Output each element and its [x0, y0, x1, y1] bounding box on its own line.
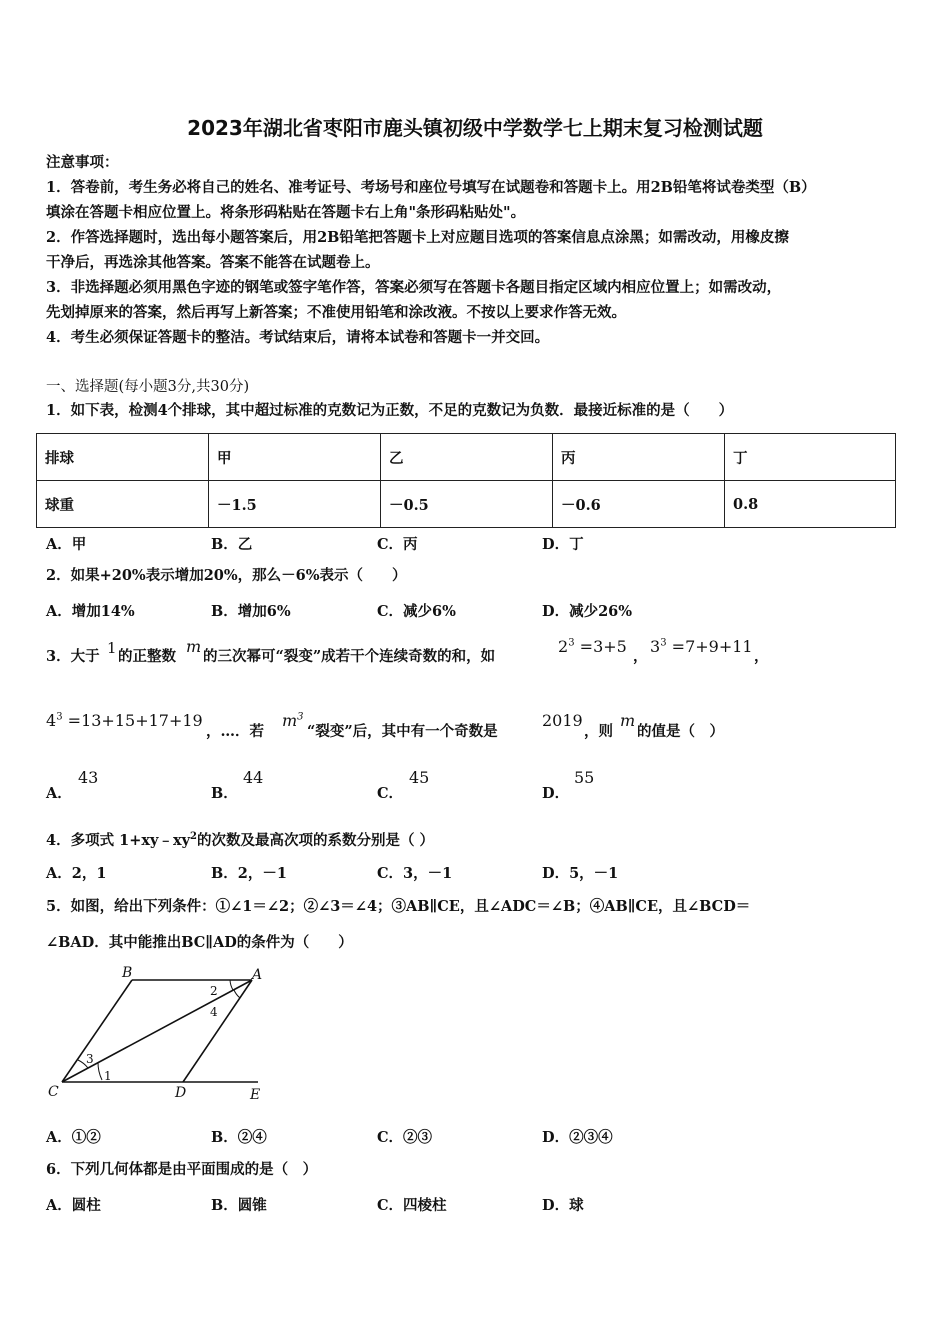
notice-line: 2．作答选择题时，选出每小题答案后，用2B铅笔把答题卡上对应题目选项的答案信息点涂黑；如需改动，用橡皮擦: [46, 229, 789, 246]
table-row: [37, 481, 896, 528]
notice-line: 先划掉原来的答案，然后再写上新答案；不准使用铅笔和涂改液。不按以上要求作答无效。: [46, 304, 626, 321]
option-a: A．圆柱: [46, 1197, 101, 1214]
option-b: B．乙: [211, 536, 253, 553]
question-5-stem: ∠BAD．其中能推出BC∥AD的条件为（ ）: [46, 934, 353, 951]
math-one: 1: [107, 639, 117, 657]
option-a-label: A．: [46, 785, 72, 802]
question-3-text: 的正整数: [118, 648, 176, 665]
angle-label-3: 3: [86, 1052, 94, 1066]
option-d: D．球: [542, 1197, 584, 1214]
question-3-text: 3．大于: [46, 648, 100, 665]
math-base: 4: [46, 711, 57, 730]
notice-line: 干净后，再选涂其他答案。答案不能答在试题卷上。: [46, 254, 380, 271]
label-a: A: [252, 967, 263, 983]
math-rest: =13+15+17+19: [67, 711, 203, 730]
math-exponent: 3: [660, 637, 667, 649]
q4-stem-a: 4．多项式 1+xy﹣xy: [46, 831, 191, 849]
page-title: 2023年湖北省枣阳市鹿头镇初级中学数学七上期末复习检测试题: [187, 116, 763, 140]
math-equation: [650, 637, 753, 656]
question-3-text: 的三次幂可“裂变”成若干个连续奇数的和，如: [203, 648, 496, 665]
table-header-row: [37, 434, 896, 481]
math-base: 3: [650, 637, 661, 656]
option-d: D．②③④: [542, 1129, 613, 1146]
table-header-cell: 甲: [209, 434, 381, 481]
table-header-cell: 丁: [725, 434, 896, 481]
option-c: C．②③: [377, 1129, 433, 1146]
notice-line: 4．考生必须保证答题卡的整洁。考试结束后，请将本试卷和答题卡一并交回。: [46, 329, 550, 346]
math-rest: =3+5: [579, 637, 627, 656]
label-b: B: [122, 965, 133, 981]
math-exponent: 3: [297, 711, 304, 723]
segment-ca: [62, 980, 252, 1082]
option-b: B．增加6%: [211, 603, 291, 620]
option-a: A．①②: [46, 1129, 101, 1146]
option-d-value: 55: [574, 768, 595, 787]
math-m: m: [186, 637, 202, 656]
option-a: A．甲: [46, 536, 87, 553]
option-c: C．减少6%: [377, 603, 456, 620]
question-5-stem: 5．如图，给出下列条件：①∠1＝∠2；②∠3＝∠4；③AB∥CE，且∠ADC＝∠B；④AB∥CE，且∠BCD＝: [46, 898, 751, 915]
angle-arc-4: [234, 990, 240, 998]
option-c-label: C．: [377, 785, 404, 802]
comma: ，: [754, 648, 769, 665]
option-a-value: 43: [78, 768, 99, 787]
question-2-stem: 2．如果+20%表示增加20%，那么－6%表示（ ）: [46, 567, 407, 584]
question-6-stem: 6．下列几何体都是由平面围成的是（ ）: [46, 1161, 318, 1178]
math-m: m: [620, 711, 636, 730]
option-c: C．3，－1: [377, 865, 453, 882]
notice-line: 填涂在答题卡相应位置上。将条形码粘贴在答题卡右上角"条形码粘贴处"。: [46, 204, 526, 221]
question-3-text: 的值是（ ）: [637, 723, 724, 740]
parallelogram-figure: [40, 960, 280, 1105]
question-1-stem: 1．如下表，检测4个排球，其中超过标准的克数记为正数，不足的克数记为负数．最接近标准的是（ ）: [46, 402, 734, 419]
notice-line: 3．非选择题必须用黑色字迹的钢笔或签字笔作答，答案必须写在答题卡各题目指定区域内相应位置上；如需改动，: [46, 279, 782, 296]
math-base: 2: [558, 637, 569, 656]
question-3-text: ，则: [584, 723, 613, 740]
math-2019: 2019: [542, 711, 583, 730]
notice-line: 1．答卷前，考生务必将自己的姓名、准考证号、考场号和座位号填写在试题卷和答题卡上。用2B铅笔将试卷类型（B）: [46, 179, 816, 196]
notice-heading: 注意事项：: [46, 154, 119, 171]
label-c: C: [48, 1084, 59, 1100]
question-1-table: [36, 433, 896, 528]
label-d: D: [175, 1085, 187, 1101]
math-equation: [558, 637, 627, 656]
angle-label-2: 2: [210, 984, 218, 998]
option-b-label: B．: [211, 785, 238, 802]
math-m-cubed: [282, 711, 304, 730]
angle-label-1: 1: [104, 1069, 112, 1083]
option-b-value: 44: [243, 768, 264, 787]
question-3-text: “裂变”后，其中有一个奇数是: [307, 723, 498, 740]
table-header-cell: 排球: [37, 434, 209, 481]
angle-arc-1: [98, 1062, 102, 1080]
option-b: B．2，－1: [211, 865, 287, 882]
question-4-stem: [46, 827, 434, 851]
option-b: B．圆锥: [211, 1197, 267, 1214]
angle-arc-2: [230, 980, 233, 990]
option-c: C．丙: [377, 536, 418, 553]
option-c-value: 45: [409, 768, 430, 787]
segment-bc: [62, 980, 132, 1082]
math-base: m: [282, 711, 298, 730]
option-d-label: D．: [542, 785, 570, 802]
section-heading: 一、选择题(每小题3分,共30分): [46, 379, 250, 395]
option-c: C．四棱柱: [377, 1197, 447, 1214]
option-d: D．减少26%: [542, 603, 633, 620]
option-a: A．2，1: [46, 865, 107, 882]
table-cell: 球重: [37, 481, 209, 528]
math-exponent: 3: [568, 637, 575, 649]
option-b: B．②④: [211, 1129, 267, 1146]
table-header-cell: 丙: [553, 434, 725, 481]
label-e: E: [250, 1087, 261, 1103]
table-header-cell: 乙: [381, 434, 553, 481]
question-3-text: ，…．若: [206, 723, 264, 740]
option-d: D．丁: [542, 536, 584, 553]
table-cell: －0.6: [553, 481, 725, 528]
table-cell: －0.5: [381, 481, 553, 528]
math-equation: [46, 711, 203, 730]
angle-label-4: 4: [210, 1005, 218, 1019]
table-cell: －1.5: [209, 481, 381, 528]
table-cell: 0.8: [725, 481, 896, 528]
math-exponent: 3: [56, 711, 63, 723]
comma: ，: [633, 648, 648, 665]
q4-stem-b: 的次数及最高次项的系数分别是（ ）: [196, 831, 435, 849]
math-rest: =7+9+11: [671, 637, 753, 656]
q4-exponent: 2: [190, 831, 197, 842]
option-d: D．5，－1: [542, 865, 619, 882]
option-a: A．增加14%: [46, 603, 135, 620]
